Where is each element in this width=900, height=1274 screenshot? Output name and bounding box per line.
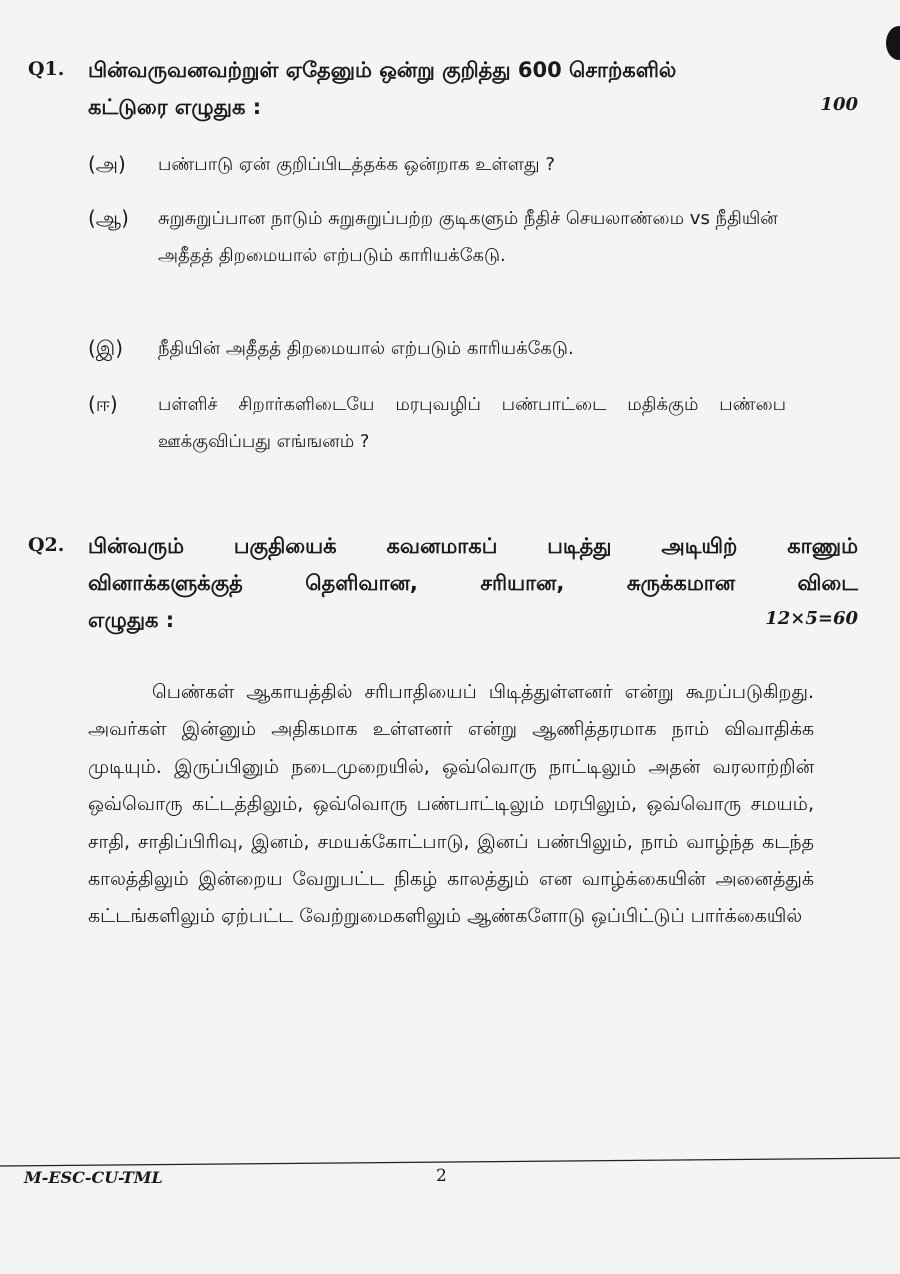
option-label: (இ) (88, 336, 124, 360)
instruction-line: எழுதுக : (88, 608, 175, 632)
option-aa (88, 200, 788, 311)
paper-code: M-ESC-CU-TML (24, 1168, 163, 1187)
instruction-line: பின்வருவனவற்றுள் ஏதேனும் ஒன்று குறித்து 600 சொற்களில் (88, 58, 677, 82)
option-text: சுறுசுறுப்பான நாடும் சுறுசுறுப்பற்ற குடிகளும் நீதிச் செயலாண்மை vs நீதியின் அதீதத் திறமையால் எற்படும் காரியக்கேடு. (158, 208, 778, 266)
option-label: (ஆ) (88, 206, 129, 230)
option-label: (அ) (88, 152, 126, 176)
question-number: Q1. (28, 58, 65, 80)
question-instruction (88, 52, 858, 126)
option-ii (88, 386, 788, 460)
option-label: (ஈ) (88, 392, 118, 416)
option-a (88, 146, 788, 183)
question-instruction (88, 528, 858, 639)
option-text: பண்பாடு ஏன் குறிப்பிடத்தக்க ஒன்றாக உள்ளது ? (158, 154, 555, 175)
punch-hole-mark (886, 26, 900, 60)
option-text: நீதியின் அதீதத் திறமையால் எற்படும் காரியக்கேடு. (158, 338, 574, 359)
instruction-line: பின்வரும் பகுதியைக் கவனமாகப் படித்து அடியிற் காணும் (88, 534, 858, 558)
question-marks: 100 (820, 94, 858, 115)
option-text: பள்ளிச் சிறார்களிடையே மரபுவழிப் பண்பாட்டை மதிக்கும் பண்பை ஊக்குவிப்பது எங்ஙனம் ? (158, 394, 786, 452)
question-marks: 12×5=60 (765, 608, 858, 629)
footer-rule (0, 1156, 900, 1168)
question-2 (28, 528, 858, 648)
question-number: Q2. (28, 534, 65, 556)
question-1 (28, 52, 858, 132)
instruction-line: வினாக்களுக்குத் தெளிவான, சரியான, சுருக்கமான விடை (88, 571, 858, 595)
instruction-line: கட்டுரை எழுதுக : (88, 95, 262, 119)
reading-passage: பெண்கள் ஆகாயத்தில் சரிபாதியைப் பிடித்துள்ளனர் என்று கூறப்படுகிறது. அவர்கள் இன்னும் அதிகமாக உள்ளனர் என்று ஆணித்தரமாக நாம் விவாதிக்க முடியும். இருப்பினும் நடைமுறையில், ஒவ்வொரு நாட்டிலும் அதன் வரலாற்றின் ஒவ்வொரு கட்டத்திலும், ஒவ்வொரு பண்பாட்டிலும் மரபிலும், ஒவ்வொரு சமயம், சாதி, சாதிப்பிரிவு, இனம், சமயக்கோட்பாடு, இனப் பண்பிலும், நாம் வாழ்ந்த கடந்த காலத்திலும் இன்றைய வேறுபட்ட நிகழ் காலத்தும் என வாழ்க்கையின் அனைத்துக் கட்டங்களிலும் ஏற்பட்ட வேற்றுமைகளிலும் ஆண்களோடு ஒப்பிட்டுப் பார்க்கையில் (88, 681, 814, 928)
page-number: 2 (436, 1166, 447, 1186)
option-i (88, 330, 788, 367)
